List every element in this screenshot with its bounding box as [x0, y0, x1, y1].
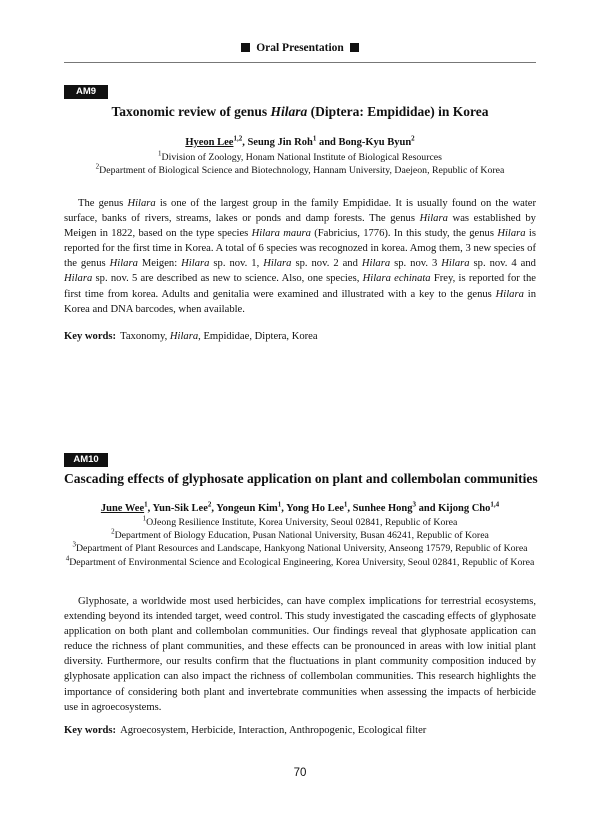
keywords-label: Key words:: [64, 331, 117, 342]
author: [100, 500, 148, 514]
body-text: sp. nov. 2 and: [291, 258, 362, 270]
body-text: Glyphosate, a worldwide most used herbicides, can have complex implications for terrestrial ecosystems, extending beyond its intended target, weed control. This study investigated the cascading effects of glyphosate application on both plant and collembolan communities. Our findings reveal that glyphosate application can reduce the richness of plant communities, and these effects can be pronounced in areas with low initial plant diversity. Furthermore, our results confirm that the fluctuations in plant community composition induced by glyphosate application can also impact the richness of collembolan communities. This research highlights the importance of considering both plant and invertebrate communities when assessing the impacts of herbicide use in agroecosystems.: [64, 596, 536, 713]
affiliation: [64, 164, 536, 177]
affiliation-mark: 1: [142, 514, 147, 523]
body-text: Hilara echinata: [362, 273, 431, 285]
author-affiliation-mark: 2: [207, 500, 212, 509]
body-text: The genus: [78, 198, 128, 209]
author-affiliation-mark: 3: [412, 500, 416, 509]
keywords: [64, 331, 536, 342]
keywords-text: Taxonomy,: [120, 331, 170, 342]
affiliation-list: [64, 151, 536, 177]
author-list: June Wee$^1$, Yun-Sik Lee$^2$, Yongeun Kim$^1$, Yong Ho Lee$^1$, Sunhee Hong$^3$ and Kijong Cho$^{1,4}$: [100, 500, 500, 514]
affiliation-text: Department of Biological Science and Biotechnology, Hannam University, Daejeon, Republic of Korea: [99, 165, 505, 177]
body-text: Hilara: [361, 258, 391, 270]
body-text: Hilara: [497, 228, 526, 240]
section-header: [64, 42, 536, 54]
author-name: Yun-Sik Lee: [152, 503, 208, 514]
presenter-name: Hyeon Lee: [185, 137, 234, 148]
affiliation-list: [64, 516, 536, 569]
body-text: Hilara: [109, 258, 138, 270]
author: [438, 500, 500, 514]
body-text: Hilara: [495, 288, 524, 300]
author-list: Hyeon Lee$^{1,2}$, Seung Jin Roh$^1$ and Bong-Kyu Byun$^2$: [185, 134, 415, 148]
abstract-body: [64, 594, 536, 715]
author-name: Bong-Kyu Byun: [338, 137, 412, 148]
affiliation-text: Department of Biology Education, Pusan National University, Busan 46241, Republic of Korea: [114, 530, 489, 542]
author: [152, 500, 212, 514]
affiliation-text: Division of Zoology, Honam National Institute of Biological Resources: [161, 152, 442, 163]
body-text: sp. nov. 3: [390, 258, 442, 270]
author-affiliation-mark: 1,2: [233, 134, 243, 143]
abstract-code-badge: AM10: [64, 453, 108, 467]
keywords-text: , Empididae, Diptera, Korea: [198, 331, 318, 342]
author-affiliation-mark: 1: [277, 500, 282, 509]
body-text: Frey, is reported for the first time from korea. Adults and genitalia were examined and illustrated with a key to the genus: [64, 273, 536, 300]
abstract-code-badge: AM9: [64, 85, 108, 99]
body-text: Hilara maura: [251, 228, 311, 240]
body-text: sp. nov. 5 are described as new to science. Also, one species,: [92, 273, 363, 285]
author-affiliation-mark: 1: [144, 500, 148, 509]
affiliation: [64, 516, 536, 529]
affiliation-text: Department of Environmental Science and Ecological Engineering, Korea University, Seoul 02841, Republic of Korea: [69, 556, 535, 568]
affiliation-text: Department of Plant Resources and Landscape, Hankyong National University, Anseong 17579, Republic of Korea: [75, 543, 528, 555]
author-name: Kijong Cho: [438, 503, 491, 514]
author-affiliation-mark: 1: [312, 134, 317, 143]
author-name: Yongeun Kim: [216, 503, 278, 514]
body-text: sp. nov. 1,: [209, 258, 264, 270]
presenter-name: June Wee: [100, 503, 145, 514]
abstract-title: [64, 471, 536, 487]
body-text: Hilara: [263, 258, 292, 270]
title-text: Taxonomic review of genus: [111, 104, 271, 119]
author-affiliation-mark: 1: [343, 500, 348, 509]
affiliation: [64, 556, 536, 569]
section-header-label: Oral Presentation: [256, 42, 344, 54]
affiliation-mark: 3: [72, 541, 76, 550]
body-text: Hilara: [127, 198, 156, 209]
body-text: in Korea and DNA barcodes, when available.: [64, 288, 536, 315]
keywords: [64, 725, 536, 736]
title-text: Cascading effects of glyphosate application on plant and collembolan communities: [64, 471, 538, 486]
header-rule: [64, 62, 536, 63]
keywords-label: Key words:: [64, 725, 117, 736]
affiliation: [64, 529, 536, 542]
square-bullet-icon: [241, 43, 250, 52]
author: [247, 134, 317, 148]
author-name: Seung Jin Roh: [247, 137, 313, 148]
body-text: Hilara: [419, 213, 448, 225]
body-text: Meigen:: [137, 258, 182, 270]
affiliation: [64, 542, 536, 555]
body-text: Hilara: [181, 258, 210, 270]
author-affiliation-mark: 1,4: [490, 500, 500, 509]
affiliation-mark: 1: [158, 149, 162, 158]
affiliation-text: OJeong Resilience Institute, Korea University, Seoul 02841, Republic of Korea: [146, 517, 458, 528]
body-text: Hilara: [441, 258, 470, 270]
body-text: is one of the largest group in the family Empididae. It is usually found on the water surface, banks of rivers, streams, lakes or ponds and damp forests. The genus: [64, 198, 536, 225]
body-text: was established by Meigen in 1822, based on the type species: [64, 213, 536, 240]
author: [185, 134, 243, 148]
affiliation-mark: 4: [65, 554, 70, 563]
body-text: (Fabricius, 1776). In this study, the genus: [310, 228, 498, 240]
author: [286, 500, 348, 514]
title-text: Hilara: [270, 104, 308, 119]
body-text: is reported for the first time in Korea. A total of 6 species was recognozed in korea. Amog them, 3 new species of the genus: [64, 228, 537, 270]
body-text: sp. nov. 4 and: [469, 258, 536, 270]
square-bullet-icon: [350, 43, 359, 52]
author: [216, 500, 282, 514]
affiliation-mark: 2: [95, 162, 100, 171]
author-affiliation-mark: 2: [411, 134, 415, 143]
abstract-title: [64, 104, 536, 120]
author-name: Yong Ho Lee: [286, 503, 344, 514]
author: [338, 134, 415, 148]
body-text: Hilara: [64, 273, 93, 285]
page-number: 70: [293, 767, 307, 779]
keywords-text: Hilara: [169, 331, 199, 342]
author: [352, 500, 416, 514]
author-name: Sunhee Hong: [352, 503, 413, 514]
keywords-text: Agroecosystem, Herbicide, Interaction, Anthropogenic, Ecological filter: [120, 725, 427, 736]
title-text: (Diptera: Empididae) in Korea: [307, 104, 489, 119]
abstract-body: [64, 196, 536, 317]
affiliation-mark: 2: [111, 527, 115, 536]
affiliation: [64, 151, 536, 164]
